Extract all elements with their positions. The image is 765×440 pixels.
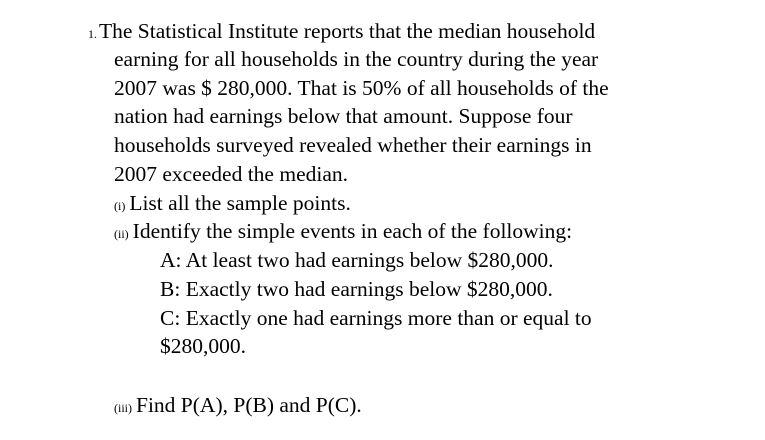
part-ii-label: (ii) [114, 227, 129, 241]
question-line-6: 2007 exceeded the median. [114, 162, 349, 186]
part-i [114, 189, 351, 220]
part-iii-label: (iii) [114, 401, 132, 415]
part-ii-text: Identify the simple events in each of the following: [132, 219, 573, 243]
question-text-1: The Statistical Institute reports that the median household [99, 19, 596, 43]
part-ii [114, 217, 572, 248]
question-line-2: earning for all households in the country during the year [114, 47, 599, 71]
part-i-label: (i) [114, 199, 126, 213]
question-number: 1. [88, 27, 97, 41]
event-b: B: Exactly two had earnings below $280,000. [160, 277, 553, 301]
question-line-1 [88, 17, 595, 48]
event-a: A: At least two had earnings below $280,000. [160, 248, 554, 272]
question-line-5: households surveyed revealed whether their earnings in [114, 133, 592, 157]
part-iii [114, 391, 362, 422]
event-c-continued: $280,000. [160, 334, 246, 358]
question-line-3: 2007 was $ 280,000. That is 50% of all households of the [114, 76, 609, 100]
part-i-text: List all the sample points. [129, 191, 351, 215]
part-iii-text: Find P(A), P(B) and P(C). [136, 393, 362, 417]
question-line-4: nation had earnings below that amount. Suppose four [114, 104, 573, 128]
event-c: C: Exactly one had earnings more than or equal to [160, 306, 592, 330]
